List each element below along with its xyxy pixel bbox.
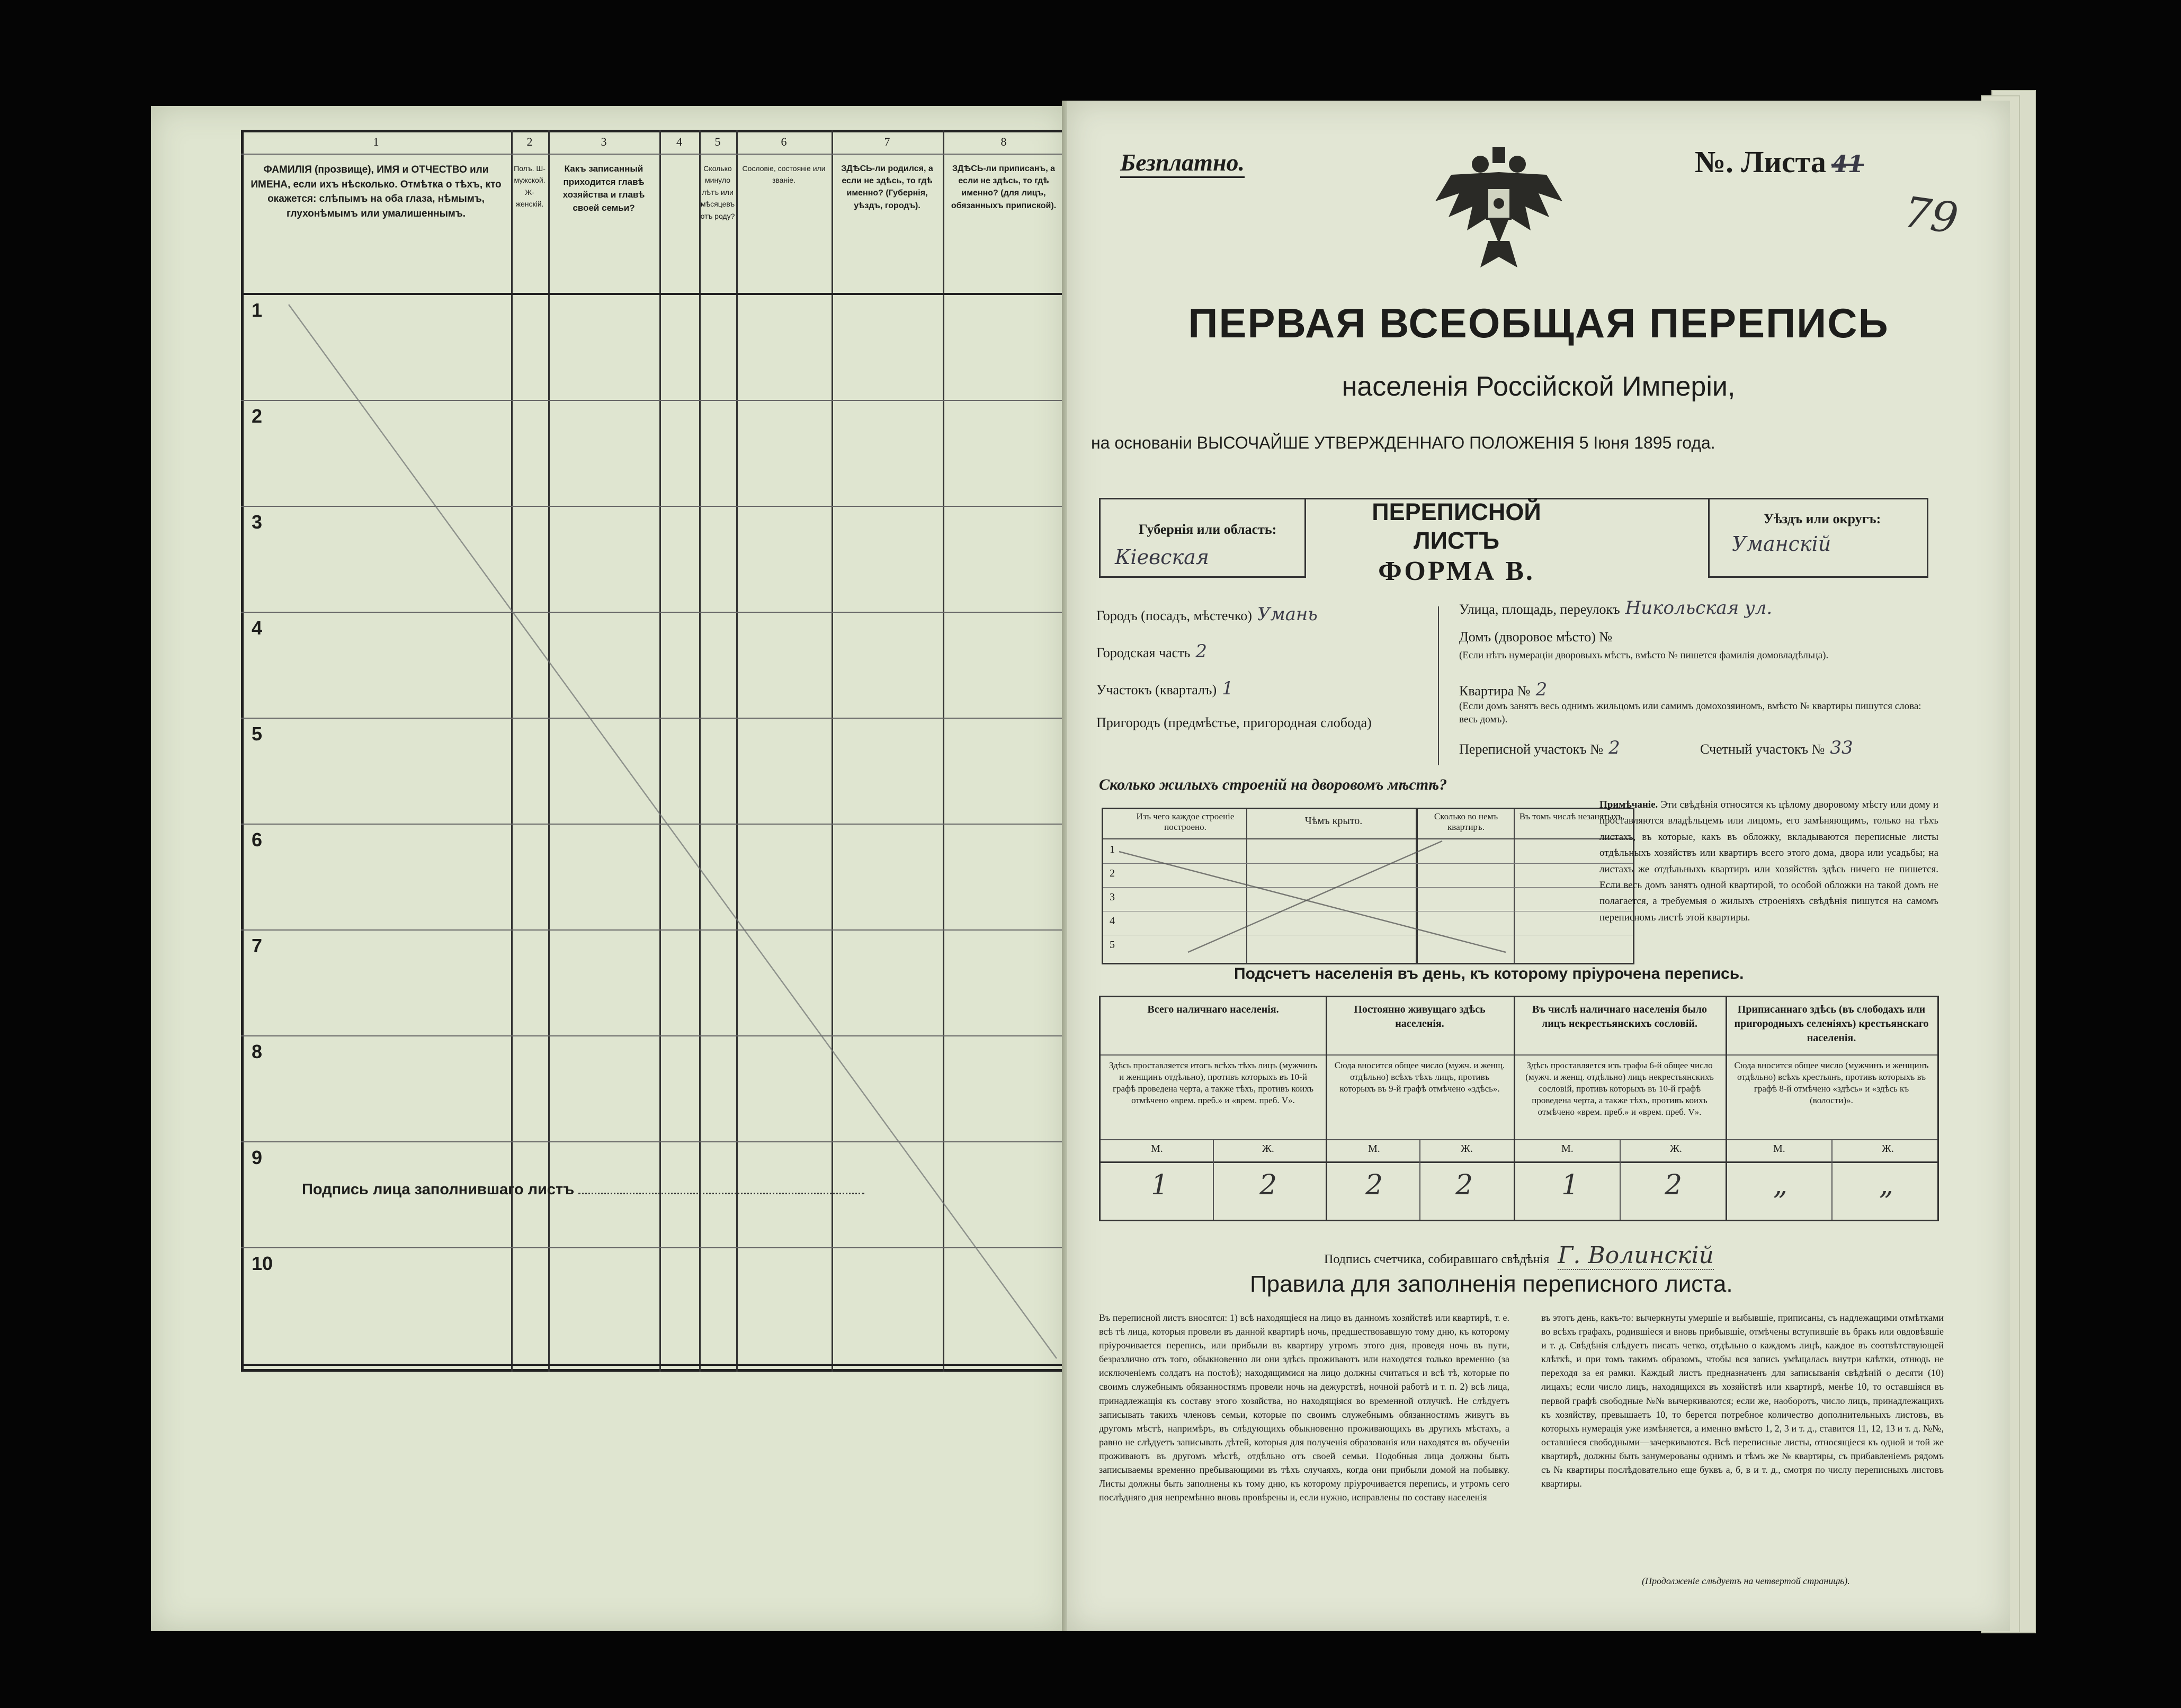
column-header-registration: ЗДѢСЬ-ли приписанъ, а если не здѣсь, то гдѣ именно? (для лицъ, обязанныхъ припиской). <box>951 164 1057 210</box>
pencil-cross-lines <box>1103 809 1633 963</box>
note-label: Примѣчаніе. <box>1599 799 1658 810</box>
rules-text-right: въ этотъ день, какъ-то: вычеркнуты умершіе и выбывшіе, приписаны, съ надлежащими отмѣтками во всѣхъ графахъ, родившіеся и вновь прибывшіе, отмѣчены вступившіе въ бракъ или овдовѣвшіе и т. д. Свѣдѣнія слѣдуетъ писать четко, отдѣльно о каждомъ лицѣ, каждое въ соотвѣтствующей клѣткѣ, и при томъ такимъ образомъ, чтобы вся запись умѣщалась внутри клѣтки, отнюдь не переходя за ея рамки. Каждый листъ предназначенъ для записыванія свѣдѣній о десяти (10) лицахъ; если число лицъ, находящихся въ хозяйствѣ или квартирѣ, менѣе 10, то оставшіяся въ первой графѣ свободные №№ вычеркиваются; если же, наоборотъ, число лицъ, принадлежащихъ къ хозяйству, превышаетъ 10, то берется потребное количество дополнительныхъ листовъ, въ которыхъ нумерація уже измѣняется, а именно вмѣсто 1, 2, 3 и т. д., ставится 11, 12, 13 и т. д. №№, оставшіеся свободными—зачеркиваются. Всѣ переписные листы, относящіеся къ одной и той же квартирѣ, должны быть занумерованы однимъ и тѣмъ же № квартиры, съ прибавленіемъ рядомъ съ № квартиры послѣдовательно еще буквъ а, б, в и т. д., смотря по числу переписныхъ листовъ квартиры. <box>1541 1312 1944 1489</box>
male-label: М. <box>1368 1143 1380 1155</box>
calc-head: Всего наличнаго населенія. <box>1147 1004 1279 1015</box>
row-number: 5 <box>252 723 263 745</box>
male-value: 2 <box>1365 1169 1383 1201</box>
rules-text-left: Въ переписной листъ вносятся: 1) всѣ находящіеся на лицо въ данномъ хозяйствѣ или квартирѣ, т. е. всѣ тѣ лица, которыя провели въ данной квартирѣ ночь, предшествовавшую тому дню, къ которому пріурочивается перепись, или прибыли въ квартиру утромъ этого дня, проведя ночь въ пути, безразлично отъ того, обыкновенно ли они здѣсь проживаютъ или находятся только временно (за исключеніемъ солдатъ на постоѣ); находящимися на лицо должны считаться и всѣ тѣ, которые по своимъ служебнымъ обязанностямъ провели ночь на дежурствѣ, ночной работѣ и т. п. 2) всѣ лица, принадлежащія къ составу этого хозяйства, но находящіяся во временной отлучкѣ. Не слѣдуетъ записывать такихъ членовъ семьи, которые по своимъ служебнымъ обязанностямъ живутъ въ другомъ мѣстѣ, напримѣръ, въ слѣдующихъ обыкновенно проживающихъ въ другихъ мѣстахъ, а равно не слѣдуетъ записывать дѣтей, которыя для полученія образованія или находятся въ обученіи проживаютъ въ другомъ мѣстѣ, отдѣльно отъ своей семьи. Подобныя лица должны быть записываемы временно пребывающими въ тѣхъ случаяхъ, когда они прибыли домой на побывку. Листы должны быть заполнены къ тому дню, къ которому пріурочивается перепись, и утромъ сего послѣдняго дня непремѣнно вновь провѣрены и, если нужно, исправлены по составу населенія <box>1099 1312 1509 1503</box>
column-number: 3 <box>601 135 607 148</box>
city-part-label: Городская часть <box>1096 645 1191 660</box>
buildings-header: Изъ чего каждое строеніе построено. <box>1136 811 1235 833</box>
buildings-row-number: 3 <box>1110 891 1115 903</box>
female-value: 2 <box>1455 1169 1473 1201</box>
calc-column-total <box>1101 997 1326 1220</box>
city-label: Городъ (посадъ, мѣстечко) <box>1096 608 1252 623</box>
column-number: 6 <box>781 135 787 148</box>
calc-desc: Сюда вносится общее число (мужч. и женщ. отдѣльно) всѣхъ тѣхъ лицъ, противъ которыхъ въ 9-й графѣ отмѣчено «здѣсь». <box>1334 1060 1505 1094</box>
calc-head: Въ числѣ наличнаго населенія было лицъ некрестьянскихъ сословій. <box>1532 1004 1708 1030</box>
row-number: 10 <box>252 1253 273 1274</box>
census-area-value: 2 <box>1608 737 1620 758</box>
buildings-header: Сколько во немъ квартиръ. <box>1434 811 1498 833</box>
census-area-label: Переписной участокъ № <box>1459 741 1604 757</box>
row-number: 6 <box>252 829 263 851</box>
column-header-sex: Полъ. Ш-мужской. Ж-женскій. <box>514 164 546 209</box>
buildings-row-number: 2 <box>1110 868 1115 879</box>
male-value: 1 <box>1151 1169 1169 1201</box>
male-value: „ <box>1773 1169 1787 1201</box>
street-field <box>1459 597 1772 619</box>
address-divider <box>1438 606 1439 765</box>
calc-column-non-peasant <box>1514 997 1726 1220</box>
sheet-number-value: 41 <box>1831 151 1864 178</box>
row-number: 9 <box>252 1147 263 1168</box>
column-number: 8 <box>1000 135 1007 148</box>
buildings-row-number: 5 <box>1110 939 1115 951</box>
city-part-value: 2 <box>1195 641 1208 662</box>
census-area-field <box>1459 737 1620 758</box>
house-label: Домъ (дворовое мѣсто) № <box>1459 629 1613 645</box>
rules-title: Правила для заполненія переписного листа. <box>1250 1271 1733 1297</box>
free-label: Безплатно. <box>1120 148 1245 178</box>
census-subtitle: населенія Россійской Имперіи, <box>1342 371 1736 402</box>
section-label: Участокъ (кварталъ) <box>1096 682 1217 697</box>
district-value: Уманскій <box>1732 532 1831 556</box>
province-label: Губернія или область: <box>1139 522 1277 537</box>
buildings-table <box>1102 808 1634 964</box>
corner-page-number: 79 <box>1901 187 1961 244</box>
female-label: Ж. <box>1670 1143 1682 1155</box>
apartment-label: Квартира № <box>1459 683 1531 699</box>
male-label: М. <box>1561 1143 1574 1155</box>
suburb-field <box>1096 715 1372 731</box>
city-field <box>1096 604 1318 625</box>
male-value: 1 <box>1561 1169 1579 1201</box>
calc-desc: Здѣсь проставляется итогъ всѣхъ тѣхъ лицъ (мужчинъ и женщинъ отдѣльно), противъ которыхъ въ 10-й графѣ проведена черта, а также тѣхъ, противъ коихъ отмѣчено «врем. преб.» и «врем. преб. V». <box>1109 1060 1317 1106</box>
imperial-eagle-icon <box>1430 143 1568 275</box>
row-number: 7 <box>252 935 263 956</box>
census-title: ПЕРВАЯ ВСЕОБЩАЯ ПЕРЕПИСЬ <box>1188 300 1889 346</box>
house-note: (Если нѣтъ нумераціи дворовыхъ мѣстъ, вмѣсто № пишется фамилія домовладѣльца). <box>1459 650 1829 661</box>
population-count-title: Подсчетъ населенія въ день, къ которому пріурочена перепись. <box>1234 965 1744 982</box>
column-number: 5 <box>714 135 721 148</box>
female-label: Ж. <box>1461 1143 1473 1155</box>
calc-desc: Сюда вносится общее число (мужчинъ и женщинъ отдѣльно) всѣхъ крестьянъ, противъ которыхъ въ графѣ 8-й отмѣчено «здѣсь» и «здѣсь къ (волости)». <box>1734 1060 1929 1106</box>
enumerator-signature-value: Г. Волинскій <box>1558 1242 1714 1269</box>
note-text: Эти свѣдѣнія относятся къ цѣлому дворовому мѣсту или дому и проставляются владѣльцемъ или лицомъ, его замѣняющимъ, только на тѣхъ листахъ, въ которые, какъ въ обложку, вкладываются переписные листы отдѣльныхъ хозяйствъ или квартиръ всего этого дома, двора или усадьбы; на листахъ же отдѣльныхъ квартиръ или хозяйствъ здѣсь ничего не пишется. Если весь домъ занятъ одной квартирой, то особой обложки на такой домъ не полагается, а требуемыя о жилыхъ строеніяхъ свѣдѣнія пишутся на самомъ переписномъ листѣ этой квартиры. <box>1599 799 1939 923</box>
city-part-field <box>1096 641 1207 662</box>
row-number: 3 <box>252 511 263 533</box>
column-header-age: Сколько минуло лѣтъ или мѣсяцевъ отъ роду? <box>700 164 735 220</box>
form-title-line-2: ФОРМА В. <box>1378 556 1535 586</box>
column-header-estate: Сословіе, состояніе или званіе. <box>742 164 826 185</box>
suburb-label: Пригородъ (предмѣстье, пригородная слобода) <box>1096 715 1372 730</box>
row-number: 8 <box>252 1041 263 1062</box>
female-label: Ж. <box>1262 1143 1274 1155</box>
house-field <box>1459 629 1612 645</box>
column-header-birthplace: ЗДѢСЬ-ли родился, а если не здѣсь, то гдѣ именно? (Губернія, уѣздъ, городъ). <box>841 164 933 210</box>
apartment-field <box>1459 679 1547 700</box>
signature-rule <box>578 1193 864 1194</box>
section-field <box>1096 678 1233 699</box>
column-header-name: ФАМИЛІЯ (прозвище), ИМЯ и ОТЧЕСТВО или ИМЕНА, если ихъ нѣсколько. Отмѣтка о тѣхъ, кто окажется: слѣпымъ на оба глаза, нѣмымъ, глухонѣмымъ или умалишеннымъ. <box>251 164 502 219</box>
row-number: 2 <box>252 405 263 427</box>
female-value: 2 <box>1665 1169 1683 1201</box>
row-number: 1 <box>252 299 263 321</box>
calc-column-registered-peasant <box>1726 997 1937 1220</box>
count-area-field <box>1700 737 1853 758</box>
population-count-table <box>1099 996 1939 1221</box>
calc-desc: Здѣсь проставляется изъ графы 6-й общее число (мужч. и женщ. отдѣльно) лицъ некрестьянскихъ сословій, противъ которыхъ въ 10-й графѣ проведена черта, а также тѣхъ, противъ коихъ отмѣчено «врем. преб.» и «врем. преб. V». <box>1525 1060 1714 1117</box>
female-label: Ж. <box>1882 1143 1894 1155</box>
sheet-number-label: №. Листа <box>1695 145 1826 179</box>
decree-line: на основаніи ВЫСОЧАЙШЕ УТВЕРЖДЕННАГО ПОЛОЖЕНІЯ 5 Іюня 1895 года. <box>1091 433 1715 452</box>
section-value: 1 <box>1222 678 1233 699</box>
street-value: Никольская ул. <box>1625 597 1773 619</box>
count-area-value: 33 <box>1830 737 1853 758</box>
female-value: „ <box>1879 1169 1893 1201</box>
column-number: 2 <box>526 135 533 148</box>
buildings-note <box>1599 797 1938 926</box>
column-header-relation: Какъ записанный приходится главѣ хозяйства и главѣ своей семьи? <box>562 164 645 213</box>
rules-continuation: (Продолженіе слѣдуетъ на четвертой страницѣ). <box>1642 1576 1850 1586</box>
calc-head: Постоянно живущаго здѣсь населенія. <box>1354 1004 1486 1030</box>
filler-signature-label: Подпись лица заполнившаго листъ <box>302 1181 575 1198</box>
calc-column-permanent <box>1326 997 1514 1220</box>
enumerator-signature-label: Подпись счетчика, собиравшаго свѣдѣнія <box>1324 1253 1550 1266</box>
calc-head: Приписаннаго здѣсь (въ слободахъ или пригородныхъ селеніяхъ) крестьянскаго населенія. <box>1734 1004 1929 1044</box>
apartment-value: 2 <box>1535 679 1548 700</box>
column-number: 7 <box>884 135 890 148</box>
buildings-header: Въ томъ числѣ незанятыхъ. <box>1519 811 1625 821</box>
province-value: Кіевская <box>1115 546 1209 569</box>
enumerator-signature <box>1324 1242 1714 1269</box>
form-title-line-1: ПЕРЕПИСНОЙ ЛИСТЪ <box>1372 498 1541 554</box>
form-title <box>1335 498 1578 588</box>
count-area-label: Счетный участокъ № <box>1700 741 1825 757</box>
buildings-question: Сколько жилыхъ строеній на дворовомъ мѣстѣ? <box>1099 776 1447 793</box>
city-value: Умань <box>1257 604 1318 625</box>
buildings-header: Чѣмъ крыто. <box>1304 815 1363 827</box>
column-number: 1 <box>373 135 379 148</box>
female-value: 2 <box>1259 1169 1277 1201</box>
male-label: М. <box>1151 1143 1163 1155</box>
buildings-row-number: 4 <box>1110 915 1115 927</box>
apartment-note: (Если домъ занятъ весь однимъ жильцомъ или самимъ домохозяиномъ, вмѣсто № квартиры пишутся слова: весь домъ). <box>1459 701 1921 725</box>
district-label: Уѣздъ или округъ: <box>1764 511 1881 526</box>
buildings-row-number: 1 <box>1110 844 1115 855</box>
male-label: М. <box>1773 1143 1785 1155</box>
column-number: 4 <box>676 135 682 148</box>
sheet-number <box>1695 144 1864 180</box>
filler-signature-line <box>302 1181 864 1199</box>
row-number: 4 <box>252 617 263 639</box>
street-label: Улица, площадь, переулокъ <box>1459 602 1620 617</box>
